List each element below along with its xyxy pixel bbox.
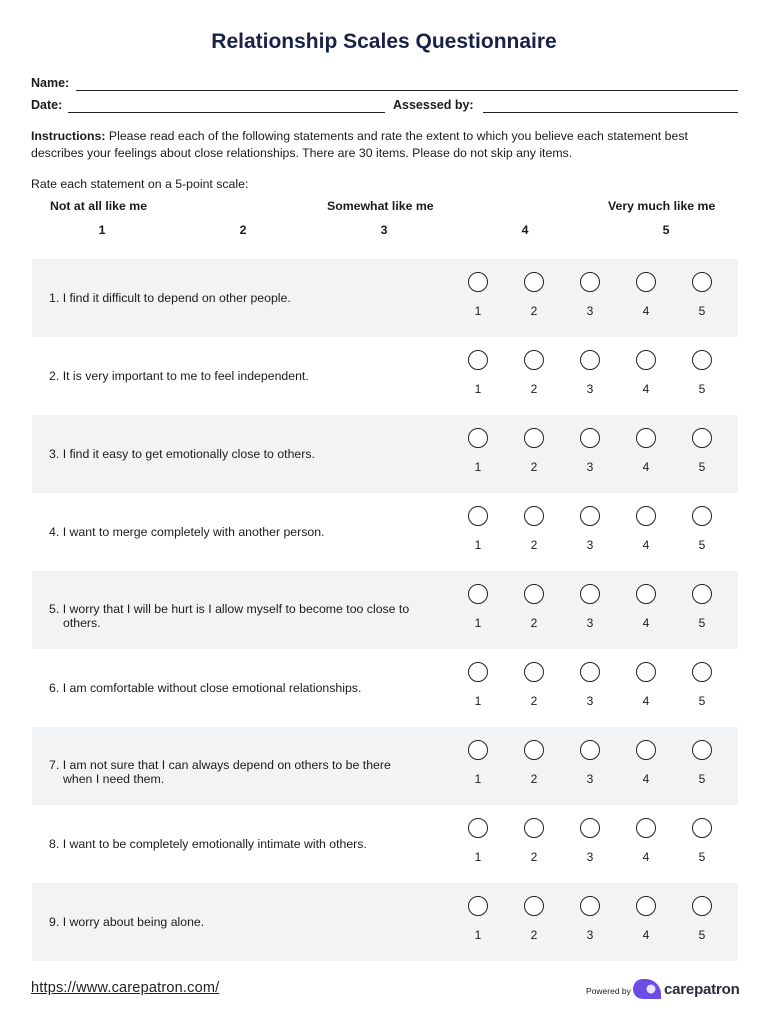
radio-circle-icon[interactable] [580,740,600,760]
question-statement: I am comfortable without close emotional relationships. [62,681,362,695]
rating-option-number: 5 [698,538,706,552]
rating-option-number: 4 [642,694,650,708]
rating-option-number: 1 [474,694,482,708]
rating-option-number: 2 [530,382,538,396]
rating-option-number: 4 [642,616,650,630]
radio-circle-icon[interactable] [580,662,600,682]
question-statement-continued: others. [63,616,101,630]
powered-by-label: Powered by [586,986,631,996]
rating-option-number: 1 [474,538,482,552]
rating-option-number: 3 [586,772,594,786]
radio-circle-icon[interactable] [636,350,656,370]
rating-option-number: 2 [530,538,538,552]
rating-option-number: 4 [642,460,650,474]
question-statement: I want to be completely emotionally intimate with others. [62,837,367,851]
radio-circle-icon[interactable] [692,584,712,604]
rating-option-number: 4 [642,538,650,552]
radio-circle-icon[interactable] [468,272,488,292]
rating-option-number: 1 [474,382,482,396]
name-label: Name: [31,76,70,90]
radio-circle-icon[interactable] [524,350,544,370]
radio-circle-icon[interactable] [524,662,544,682]
instructions [31,128,738,161]
rating-option-number: 3 [586,616,594,630]
radio-circle-icon[interactable] [524,506,544,526]
radio-circle-icon[interactable] [468,662,488,682]
date-label: Date: [31,98,63,112]
question-statement: I worry about being alone. [62,915,205,929]
radio-circle-icon[interactable] [636,506,656,526]
question-row [32,493,738,571]
radio-circle-icon[interactable] [692,662,712,682]
question-row [32,883,738,961]
question-text [49,525,449,539]
rate-line: Rate each statement on a 5-point scale: [31,177,249,191]
rating-option-number: 3 [586,538,594,552]
radio-circle-icon[interactable] [692,506,712,526]
question-number: 5. [49,602,60,616]
question-row [32,805,738,883]
question-number: 4. [49,525,60,539]
radio-circle-icon[interactable] [692,818,712,838]
rating-option-number: 4 [642,850,650,864]
radio-circle-icon[interactable] [636,818,656,838]
radio-circle-icon[interactable] [524,428,544,448]
radio-circle-icon[interactable] [636,272,656,292]
rating-option-number: 3 [586,304,594,318]
rating-option-number: 2 [530,616,538,630]
radio-circle-icon[interactable] [580,896,600,916]
radio-circle-icon[interactable] [524,896,544,916]
question-number: 2. [49,369,60,383]
rating-option-number: 3 [586,694,594,708]
rating-option-number: 2 [530,460,538,474]
question-statement: I want to merge completely with another person. [62,525,325,539]
rating-option-number: 4 [642,772,650,786]
question-statement: I worry that I will be hurt is I allow myself to become too close to [62,602,410,616]
rating-option-number: 5 [698,772,706,786]
date-row [31,96,738,116]
rating-option-number: 3 [586,850,594,864]
scale-number: 1 [98,223,106,237]
assessed-field[interactable] [483,112,738,113]
question-statement-continued: when I need them. [63,772,165,786]
question-number: 6. [49,681,60,695]
question-row [32,337,738,415]
radio-circle-icon[interactable] [468,428,488,448]
carepatron-brand: carepatron [664,981,740,998]
rating-option-number: 4 [642,382,650,396]
rating-option-number: 3 [586,382,594,396]
question-number: 8. [49,837,60,851]
rating-option-number: 4 [642,928,650,942]
question-row [32,259,738,337]
radio-circle-icon[interactable] [692,350,712,370]
scale-label-mid: Somewhat like me [327,199,434,213]
question-text [49,447,449,461]
radio-circle-icon[interactable] [468,740,488,760]
page-title: Relationship Scales Questionnaire [211,30,557,53]
question-statement: I find it easy to get emotionally close to others. [62,447,315,461]
rating-option-number: 4 [642,304,650,318]
radio-circle-icon[interactable] [636,428,656,448]
scale-label-high: Very much like me [608,199,716,213]
scale-label-low: Not at all like me [50,199,148,213]
radio-circle-icon[interactable] [580,818,600,838]
footer-link[interactable]: https://www.carepatron.com/ [31,980,220,996]
rating-option-number: 3 [586,928,594,942]
rating-option-number: 3 [586,460,594,474]
name-row [31,74,738,94]
radio-circle-icon[interactable] [468,350,488,370]
radio-circle-icon[interactable] [580,350,600,370]
question-text [49,758,449,786]
question-number: 1. [49,291,60,305]
radio-circle-icon[interactable] [580,428,600,448]
question-row [32,649,738,727]
scale-number: 3 [380,223,388,237]
rating-option-number: 5 [698,460,706,474]
rating-option-number: 2 [530,304,538,318]
assessed-label: Assessed by: [393,98,474,112]
radio-circle-icon[interactable] [524,818,544,838]
radio-circle-icon[interactable] [468,584,488,604]
rating-option-number: 5 [698,382,706,396]
question-statement: It is very important to me to feel independent. [62,369,309,383]
scale-number: 5 [662,223,670,237]
instructions-lead: Instructions: [31,129,106,143]
question-text [49,291,449,305]
radio-circle-icon[interactable] [692,896,712,916]
rating-option-number: 2 [530,928,538,942]
question-row [32,571,738,649]
rating-option-number: 2 [530,772,538,786]
question-text [49,602,449,630]
scale-number: 2 [239,223,247,237]
rating-option-number: 5 [698,304,706,318]
carepatron-logo-icon [632,978,662,1000]
question-text [49,837,449,851]
date-field[interactable] [68,112,385,113]
rating-option-number: 5 [698,616,706,630]
question-number: 3. [49,447,60,461]
radio-circle-icon[interactable] [524,584,544,604]
rating-option-number: 1 [474,616,482,630]
radio-circle-icon[interactable] [692,272,712,292]
radio-circle-icon[interactable] [524,272,544,292]
question-number: 9. [49,915,60,929]
rating-option-number: 1 [474,772,482,786]
instructions-body: Please read each of the following statements and rate the extent to which you believe each statement best describes your feelings about close relationships. There are 30 items. Please do not skip any items. [31,129,688,160]
radio-circle-icon[interactable] [468,818,488,838]
radio-circle-icon[interactable] [524,740,544,760]
question-statement: I am not sure that I can always depend on others to be there [62,758,391,772]
radio-circle-icon[interactable] [580,584,600,604]
question-text [49,369,449,383]
question-number: 7. [49,758,60,772]
rating-option-number: 1 [474,460,482,474]
rating-option-number: 1 [474,928,482,942]
radio-circle-icon[interactable] [468,506,488,526]
question-text [49,681,449,695]
scale-number: 4 [521,223,529,237]
rating-option-number: 2 [530,694,538,708]
radio-circle-icon[interactable] [692,428,712,448]
rating-option-number: 5 [698,694,706,708]
name-field[interactable] [76,90,738,91]
radio-circle-icon[interactable] [580,272,600,292]
radio-circle-icon[interactable] [636,662,656,682]
radio-circle-icon[interactable] [692,740,712,760]
radio-circle-icon[interactable] [636,896,656,916]
rating-option-number: 1 [474,850,482,864]
rating-option-number: 1 [474,304,482,318]
radio-circle-icon[interactable] [580,506,600,526]
radio-circle-icon[interactable] [636,584,656,604]
question-row [32,415,738,493]
radio-circle-icon[interactable] [468,896,488,916]
rating-option-number: 5 [698,850,706,864]
rating-option-number: 2 [530,850,538,864]
radio-circle-icon[interactable] [636,740,656,760]
question-row [32,727,738,805]
question-text [49,915,449,929]
rating-option-number: 5 [698,928,706,942]
question-statement: I find it difficult to depend on other people. [62,291,291,305]
